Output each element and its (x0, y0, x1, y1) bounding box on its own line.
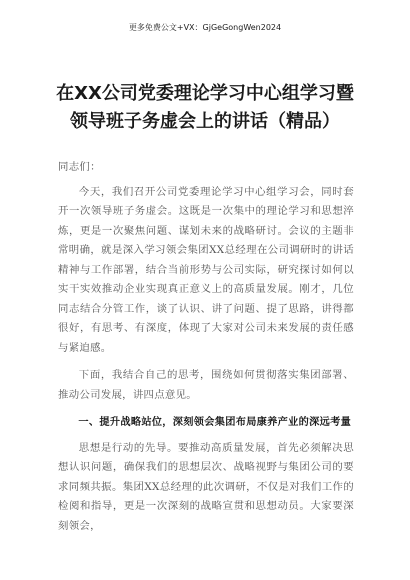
document-body (58, 158, 354, 544)
header-note: 更多免费公文+VX：GjGeGongWen2024 (128, 23, 282, 32)
paragraph: 今天，我们召开公司党委理论学习中心组学习会，同时套开一次领导班子务虚会。这既是一次集中的理论学习和思想淬炼，更是一次聚焦问题、谋划未来的战略研讨。会议的主题非常明确，就是深入学习领会集团XX总经理在公司调研时的讲话精神与工作部署，结合当前形势与公司实际，研究探讨如何以实干实效推动企业实现真正意义上的高质量发展。刚才，几位同志结合分管工作，谈了认识、讲了问题、提了思路，讲得都很好，有思考、有深度，体现了大家对公司未来发展的责任感与紧迫感。 (58, 185, 354, 354)
greeting: 同志们： (58, 161, 101, 173)
section-heading: 一、提升战略站位，深刻领会集团布局康养产业的深远考量 (78, 417, 352, 428)
document-title: 在XX公司党委理论学习中心组学习暨领导班子务虚会上的讲话（精品） (56, 83, 354, 132)
paragraph: 思想是行动的先导。要推动高质量发展，首先必须解决思想认识问题，确保我们的思想层次、战略视野与集团公司的要求同频共振。集团XX总经理的此次调研，不仅是对我们工作的检阅和指导，更是一次深刻的战略宣贯和思想动员。大家要深刻领会， (58, 441, 354, 532)
paragraph: 下面，我结合自己的思考，围绕如何贯彻落实集团部署、推动公司发展，讲四点意见。 (58, 369, 354, 401)
